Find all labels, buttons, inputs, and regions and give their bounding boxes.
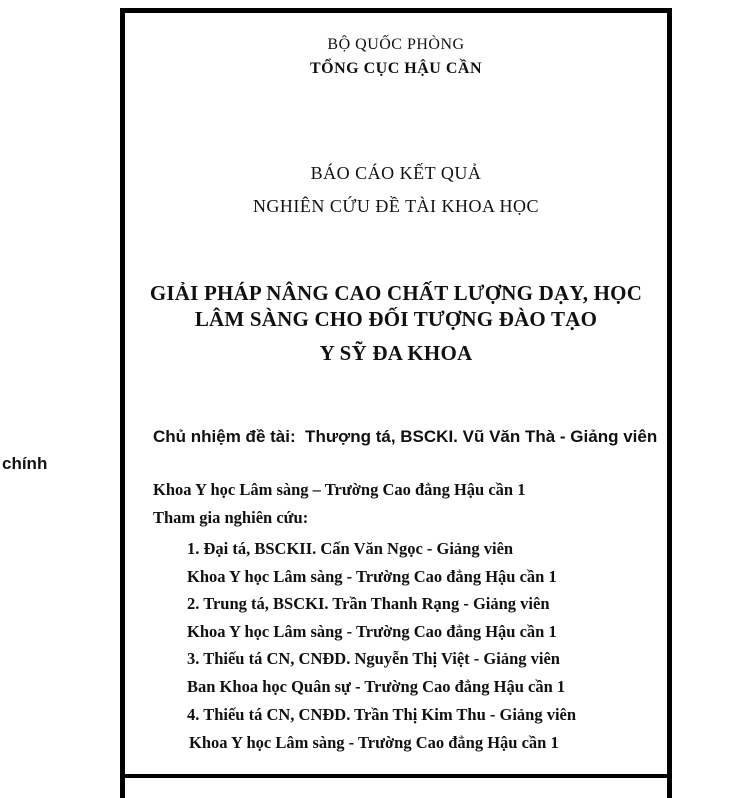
participant-3-name: 3. Thiếu tá CN, CNĐD. Nguyễn Thị Việt - Giảng viên <box>187 649 560 668</box>
participant-1-name: 1. Đại tá, BSCKII. Cấn Văn Ngọc - Giảng viên <box>187 539 514 558</box>
report-cover-page <box>2 8 672 798</box>
report-type-line1: BÁO CÁO KẾT QUẢ <box>310 163 482 183</box>
participant-3-department: Ban Khoa học Quân sự - Trường Cao đẳng Hậu cần 1 <box>187 677 566 696</box>
participant-2-department: Khoa Y học Lâm sàng - Trường Cao đẳng Hậu cần 1 <box>187 622 557 641</box>
participant-4-department: Khoa Y học Lâm sàng - Trường Cao đẳng Hậu cần 1 <box>189 733 559 752</box>
report-type-line2: NGHIÊN CỨU ĐỀ TÀI KHOA HỌC <box>252 196 540 216</box>
leader-department: Khoa Y học Lâm sàng – Trường Cao đẳng Hậu cần 1 <box>153 480 526 499</box>
page-bottom-edge <box>120 774 672 778</box>
project-leader-line: Chủ nhiệm đề tài: Thượng tá, BSCKI. Vũ Văn Thà - Giảng viên <box>153 427 658 446</box>
project-leader-overflow-word: chính <box>2 454 48 473</box>
report-title-line2: LÂM SÀNG CHO ĐỐI TƯỢNG ĐÀO TẠO <box>194 307 598 331</box>
agency-name: BỘ QUỐC PHÒNG <box>327 36 465 53</box>
department-name: TỔNG CỤC HẬU CẦN <box>310 60 482 77</box>
report-title-line3: Y SỸ ĐA KHOA <box>319 341 473 365</box>
participants-heading: Tham gia nghiên cứu: <box>153 508 309 527</box>
report-title-line1: GIẢI PHÁP NÂNG CAO CHẤT LƯỢNG DẠY, HỌC <box>149 281 643 305</box>
participant-2-name: 2. Trung tá, BSCKI. Trần Thanh Rạng - Giảng viên <box>187 594 550 613</box>
participant-1-department: Khoa Y học Lâm sàng - Trường Cao đẳng Hậu cần 1 <box>187 567 557 586</box>
participant-4-name: 4. Thiếu tá CN, CNĐD. Trần Thị Kim Thu - Giảng viên <box>187 705 577 724</box>
